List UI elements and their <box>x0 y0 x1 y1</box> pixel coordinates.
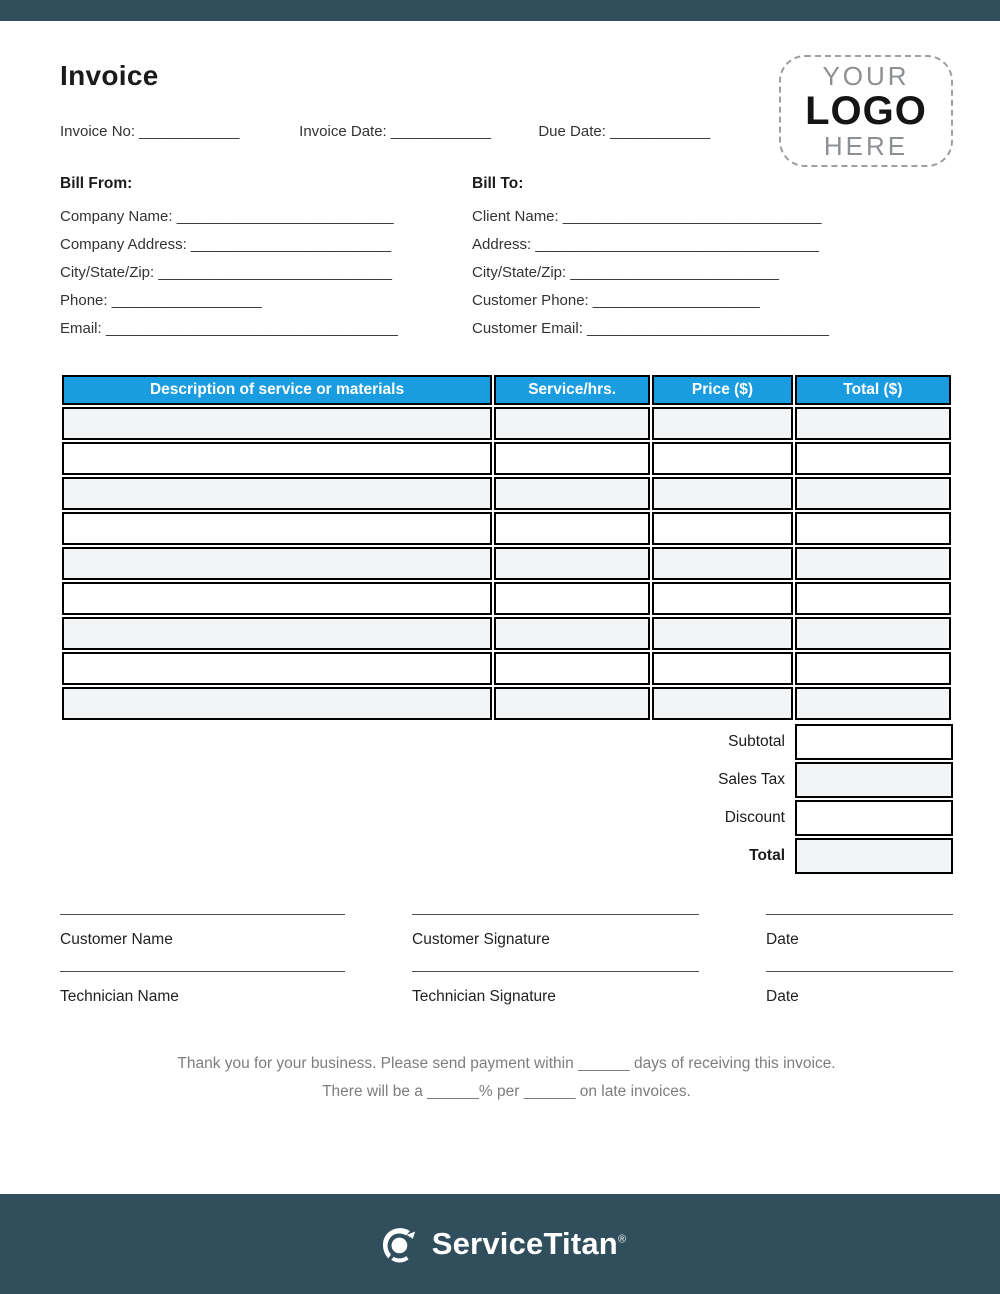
page-title: Invoice <box>60 60 159 91</box>
table-row <box>62 687 951 720</box>
cell-price <box>652 547 792 580</box>
cell-service-hrs <box>494 617 650 650</box>
cell-service-hrs <box>494 652 650 685</box>
cell-price <box>652 652 792 685</box>
cell-description <box>62 407 492 440</box>
customer-name-block <box>60 914 345 949</box>
signatures-section <box>60 914 953 1006</box>
cell-total <box>795 407 951 440</box>
technician-signature-line <box>412 971 699 972</box>
cell-description <box>62 477 492 510</box>
cell-total <box>795 687 951 720</box>
customer-signature-block <box>412 914 699 949</box>
discount-value-box <box>795 800 953 836</box>
technician-date-block <box>766 971 953 1006</box>
bill-to-heading: Bill To: <box>472 175 524 192</box>
customer-signature-row <box>60 914 953 949</box>
company-name-field: Company Name: __________________________ <box>60 208 394 225</box>
logo-placeholder-line1: YOUR <box>822 61 910 91</box>
table-row <box>62 512 951 545</box>
cell-service-hrs <box>494 407 650 440</box>
table-row <box>62 477 951 510</box>
bill-from-heading: Bill From: <box>60 175 133 192</box>
servicetitan-titan-head-icon <box>374 1221 420 1267</box>
header <box>60 55 953 167</box>
cell-service-hrs <box>494 547 650 580</box>
logo-placeholder-line2: LOGO <box>805 89 927 133</box>
payment-note-line1: Thank you for your business. Please send payment within ______ days of receiving this invoice. <box>177 1055 836 1072</box>
table-row <box>62 617 951 650</box>
table-row <box>62 442 951 475</box>
cell-description <box>62 687 492 720</box>
cell-description <box>62 547 492 580</box>
cell-price <box>652 407 792 440</box>
customer-signature-line <box>412 914 699 915</box>
cell-service-hrs <box>494 477 650 510</box>
cell-total <box>795 512 951 545</box>
sales-tax-value-box <box>795 762 953 798</box>
company-phone-field: Phone: __________________ <box>60 292 262 309</box>
discount-label: Discount <box>724 809 785 826</box>
line-items-table <box>60 373 953 722</box>
cell-service-hrs <box>494 512 650 545</box>
client-address-field: Address: __________________________________ <box>472 236 819 253</box>
col-header-description: Description of service or materials <box>62 375 492 405</box>
cell-description <box>62 652 492 685</box>
cell-total <box>795 442 951 475</box>
cell-description <box>62 582 492 615</box>
cell-price <box>652 582 792 615</box>
table-row <box>62 582 951 615</box>
brand-wordmark <box>432 1226 627 1262</box>
col-header-price: Price ($) <box>652 375 792 405</box>
due-date-field: Due Date: ____________ <box>538 123 711 140</box>
invoice-no-field: Invoice No: ____________ <box>60 123 240 140</box>
table-row <box>62 652 951 685</box>
technician-signature-block <box>412 971 699 1006</box>
table-row <box>62 407 951 440</box>
sales-tax-label: Sales Tax <box>718 771 785 788</box>
cell-total <box>795 547 951 580</box>
invoice-meta-row <box>60 123 710 140</box>
invoice-date-field: Invoice Date: ____________ <box>299 123 491 140</box>
technician-name-block <box>60 971 345 1006</box>
cell-total <box>795 582 951 615</box>
cell-service-hrs <box>494 442 650 475</box>
logo-placeholder-line3: HERE <box>823 131 909 161</box>
cell-total <box>795 652 951 685</box>
customer-date-block <box>766 914 953 949</box>
payment-note-line2: There will be a ______% per ______ on late invoices. <box>322 1083 691 1100</box>
sales-tax-row <box>60 762 953 798</box>
technician-name-label: Technician Name <box>60 988 179 1005</box>
total-value-box <box>795 838 953 874</box>
technician-date-label: Date <box>766 988 799 1005</box>
cell-description <box>62 442 492 475</box>
subtotal-row <box>60 724 953 760</box>
technician-date-line <box>766 971 953 972</box>
cell-service-hrs <box>494 687 650 720</box>
payment-note <box>60 1050 953 1106</box>
billing-section <box>60 175 953 343</box>
customer-phone-field: Customer Phone: ____________________ <box>472 292 760 309</box>
header-left <box>60 55 710 140</box>
cell-price <box>652 477 792 510</box>
client-citystatezip-field: City/State/Zip: _________________________ <box>472 264 779 281</box>
col-header-total: Total ($) <box>795 375 951 405</box>
table-header-row <box>62 375 951 405</box>
customer-email-field: Customer Email: _____________________________ <box>472 320 829 337</box>
cell-price <box>652 442 792 475</box>
discount-row <box>60 800 953 836</box>
customer-name-label: Customer Name <box>60 931 173 948</box>
company-email-field: Email: ___________________________________ <box>60 320 398 337</box>
table-row <box>62 547 951 580</box>
technician-signature-label: Technician Signature <box>412 988 556 1005</box>
brand-name: ServiceTitan <box>431 1226 618 1261</box>
technician-name-line <box>60 971 345 972</box>
subtotal-value-box <box>795 724 953 760</box>
page-content <box>0 21 1000 1106</box>
customer-date-label: Date <box>766 931 799 948</box>
cell-service-hrs <box>494 582 650 615</box>
cell-price <box>652 687 792 720</box>
brand-footer <box>0 1194 1000 1294</box>
client-name-field: Client Name: _______________________________ <box>472 208 822 225</box>
total-label: Total <box>749 847 785 864</box>
logo-placeholder <box>779 55 953 167</box>
total-row <box>60 838 953 874</box>
customer-name-line <box>60 914 345 915</box>
registered-trademark-symbol: ® <box>617 1233 627 1246</box>
customer-signature-label: Customer Signature <box>412 931 550 948</box>
company-address-field: Company Address: ________________________ <box>60 236 392 253</box>
subtotal-label: Subtotal <box>728 733 785 750</box>
bill-to-section <box>472 175 953 343</box>
top-border-bar <box>0 0 1000 21</box>
cell-price <box>652 512 792 545</box>
technician-signature-row <box>60 971 953 1006</box>
customer-date-line <box>766 914 953 915</box>
cell-total <box>795 617 951 650</box>
bill-from-section <box>60 175 472 343</box>
cell-description <box>62 617 492 650</box>
cell-total <box>795 477 951 510</box>
cell-description <box>62 512 492 545</box>
cell-price <box>652 617 792 650</box>
col-header-service-hrs: Service/hrs. <box>494 375 650 405</box>
totals-section <box>60 724 953 874</box>
company-citystatezip-field: City/State/Zip: ____________________________ <box>60 264 392 281</box>
